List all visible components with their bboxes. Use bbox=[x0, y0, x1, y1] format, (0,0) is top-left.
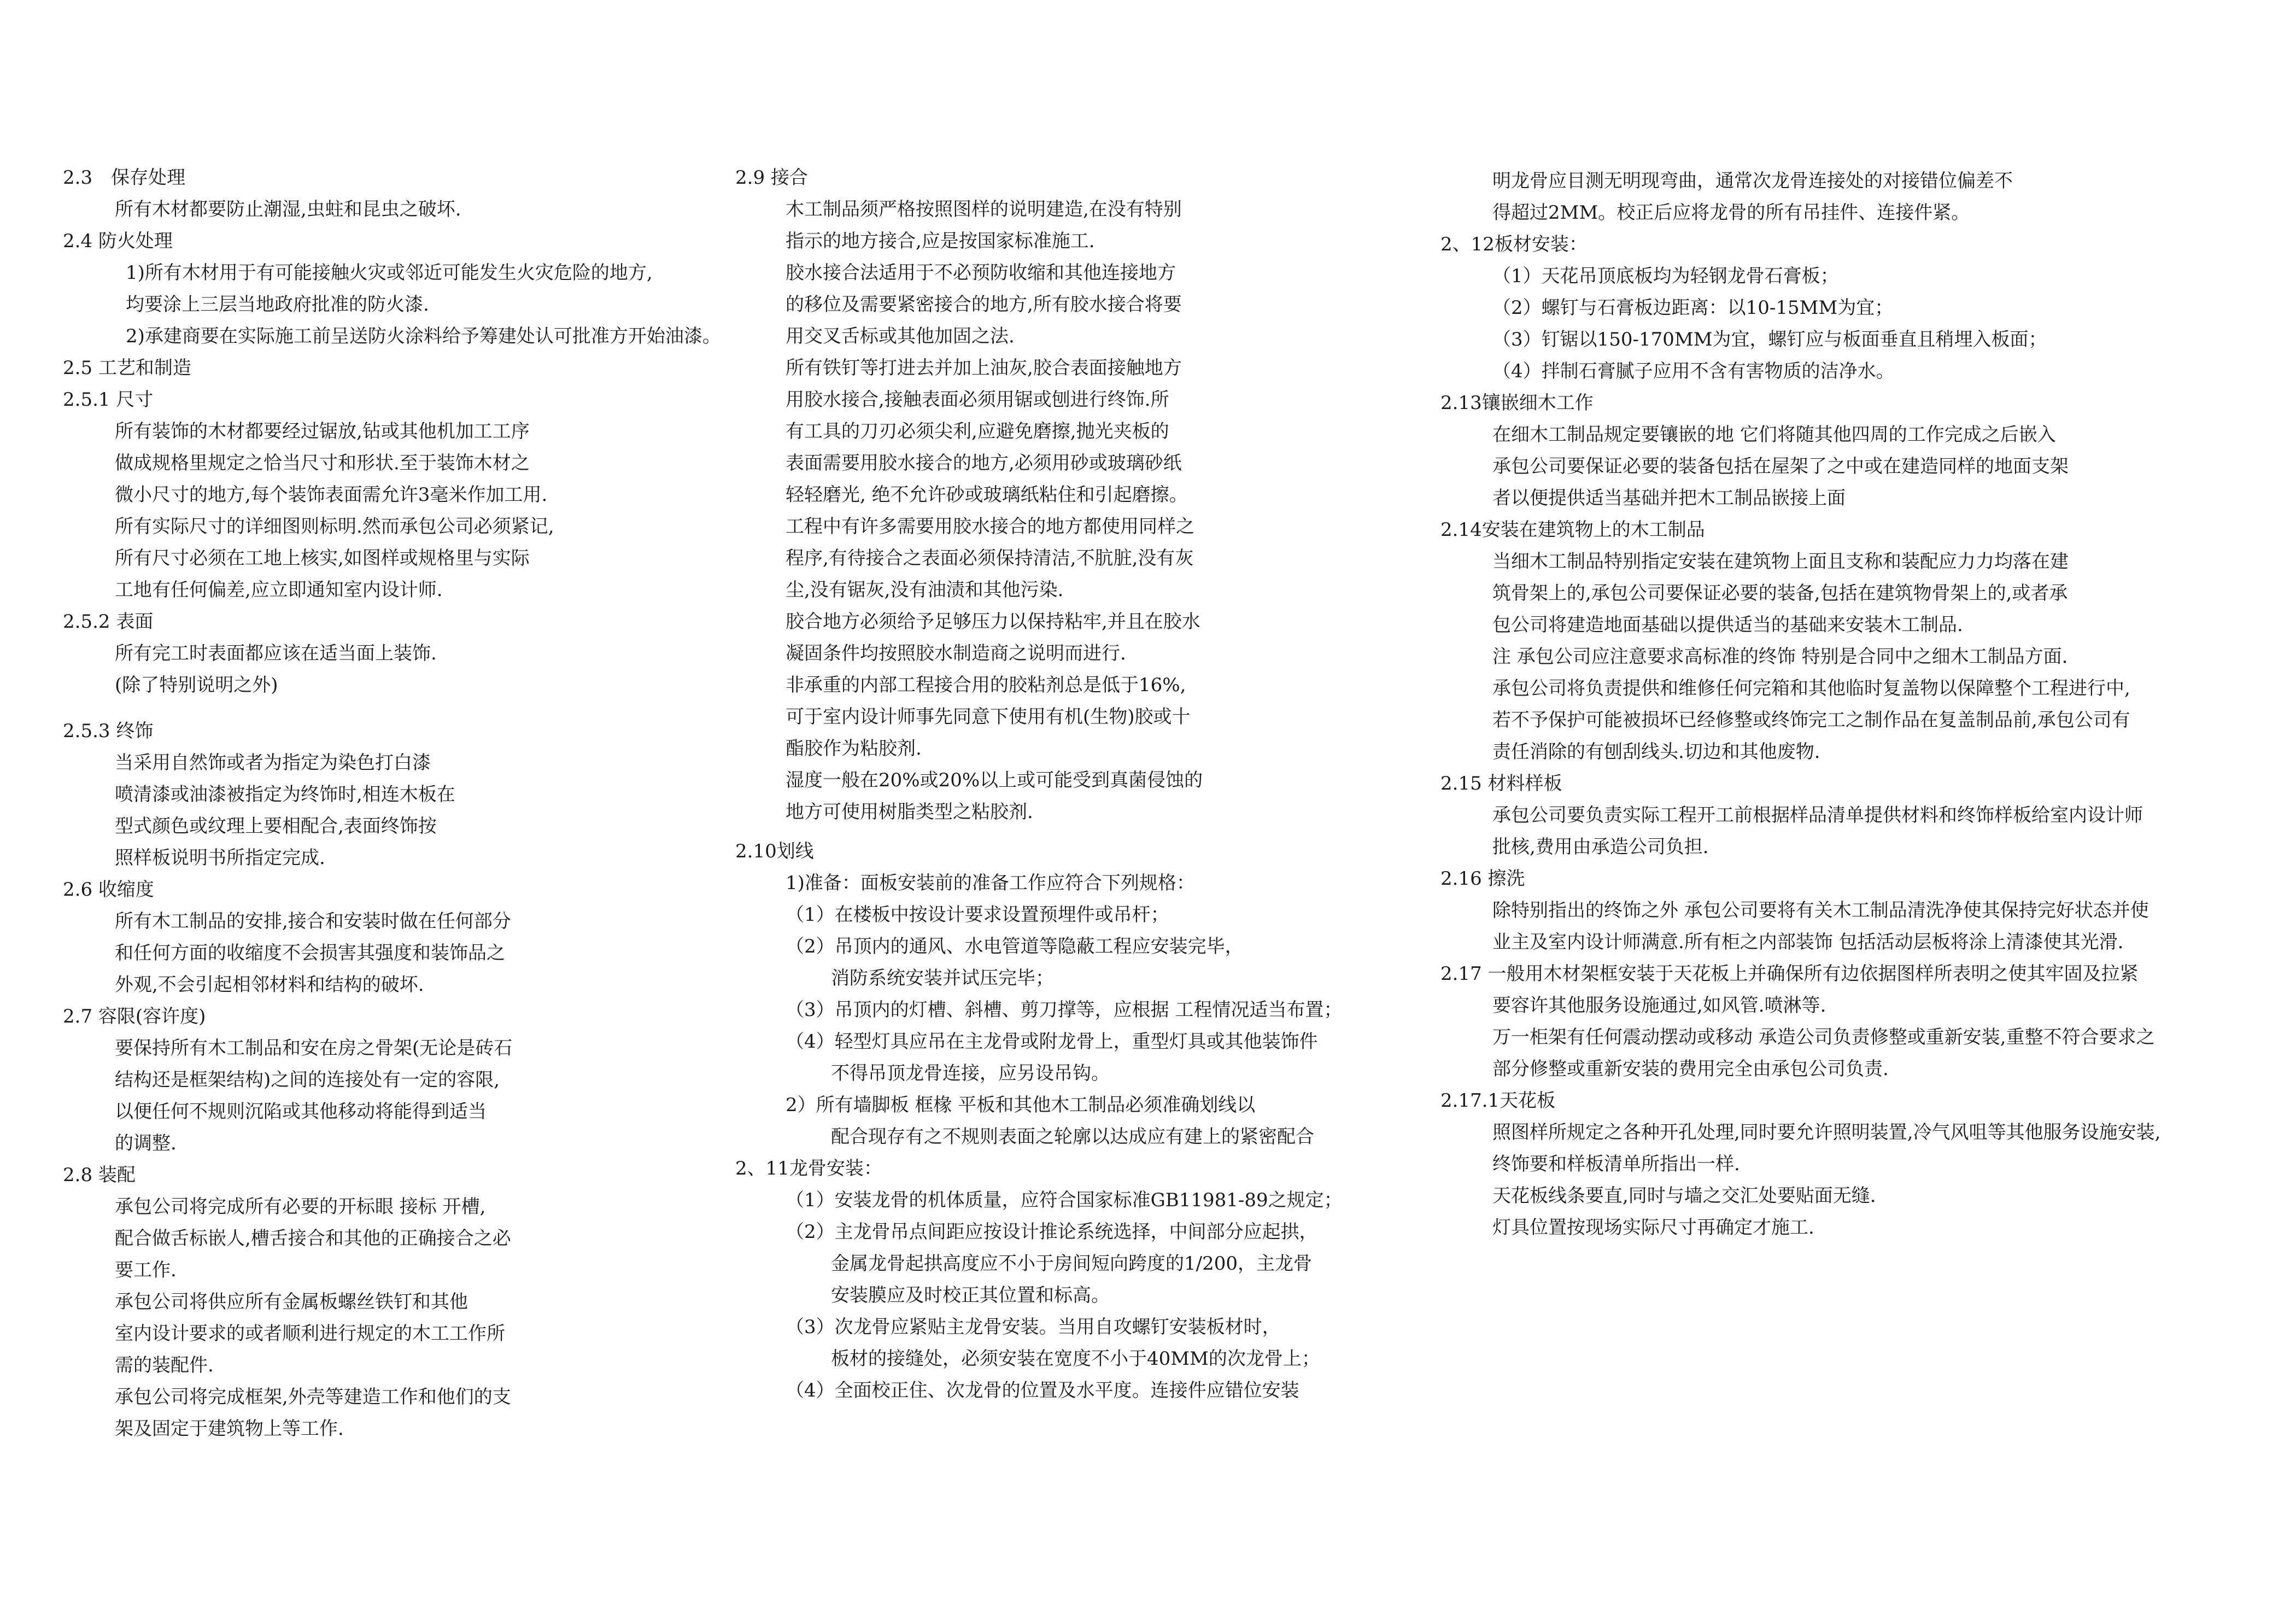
spec-text-line: 灯具位置按现场实际尺寸再确定才施工. bbox=[1492, 1217, 1814, 1239]
spec-text-line: 承包公司将完成框架,外壳等建造工作和他们的支 bbox=[115, 1386, 511, 1408]
spec-text-line: 型式颜色或纹理上要相配合,表面终饰按 bbox=[115, 815, 437, 837]
spec-text-line: 1)所有木材用于有可能接触火灾或邻近可能发生火灾危险的地方, bbox=[126, 262, 653, 284]
spec-text-line: (除了特别说明之外) bbox=[115, 674, 278, 696]
spec-text-line: 者以便提供适当基础并把木工制品嵌接上面 bbox=[1492, 487, 1846, 509]
spec-text-line: 所有铁钉等打进去并加上油灰,胶合表面接触地方 bbox=[786, 357, 1182, 379]
spec-text-line: 安装膜应及时校正其位置和标高。 bbox=[831, 1284, 1110, 1306]
spec-text-line: 的调整. bbox=[115, 1132, 177, 1154]
spec-text-line: 配合现存有之不规则表面之轮廓以达成应有建上的紧密配合 bbox=[831, 1126, 1314, 1148]
spec-text-line: （4）全面校正住、次龙骨的位置及水平度。连接件应错位安装 bbox=[786, 1380, 1299, 1401]
section-heading: 2.3 保存处理 bbox=[63, 167, 186, 189]
spec-text-line: 金属龙骨起拱高度应不小于房间短向跨度的1/200，主龙骨 bbox=[831, 1253, 1312, 1275]
spec-text-line: （1）在楼板中按设计要求设置预埋件或吊杆； bbox=[786, 904, 1169, 926]
spec-text-line: 万一柜架有任何震动摆动或移动 承造公司负责修整或重新安装,重整不符合要求之 bbox=[1492, 1026, 2155, 1048]
spec-text-line: 承包公司将供应所有金属板螺丝铁钉和其他 bbox=[115, 1291, 468, 1313]
spec-text-line: 可于室内设计师事先同意下使用有机(生物)胶或十 bbox=[786, 706, 1191, 728]
spacer bbox=[63, 701, 746, 715]
spec-text-line: 胶合地方必须给予足够压力以保持粘牢,并且在胶水 bbox=[786, 611, 1200, 633]
section-heading: 2.16 擦洗 bbox=[1440, 868, 1525, 890]
section-heading: 2.9 接合 bbox=[735, 167, 808, 189]
spec-text-line: 指示的地方接合,应是按国家标准施工. bbox=[786, 230, 1095, 252]
section-heading: 2.7 容限(容许度) bbox=[63, 1006, 206, 1027]
spec-text-line: 照样板说明书所指定完成. bbox=[115, 847, 325, 869]
spec-text-line: 微小尺寸的地方,每个装饰表面需允许3毫米作加工用. bbox=[115, 484, 548, 506]
spec-text-line: 架及固定于建筑物上等工作. bbox=[115, 1418, 344, 1440]
spec-text-line: 均要涂上三层当地政府批准的防火漆. bbox=[126, 294, 429, 316]
spec-text-line: 轻轻磨光, 绝不允许砂或玻璃纸粘住和引起磨擦。 bbox=[786, 484, 1188, 506]
spec-text-line: 喷清漆或油漆被指定为终饰时,相连木板在 bbox=[115, 784, 455, 805]
section-heading: 2、12板材安装： bbox=[1440, 233, 1588, 255]
spec-text-line: （2）螺钉与石膏板边距离：以10-15MM为宜； bbox=[1492, 297, 1894, 319]
spec-text-line: 2)承建商要在实际施工前呈送防火涂料给予筹建处认可批准方开始油漆。 bbox=[126, 325, 721, 347]
section-heading: 2.6 收缩度 bbox=[63, 879, 154, 901]
spec-text-line: 批核,费用由承造公司负担. bbox=[1492, 836, 1709, 858]
spec-text-line: 终饰要和样板清单所指出一样. bbox=[1492, 1153, 1740, 1175]
section-heading: 2.10划线 bbox=[735, 840, 814, 862]
spec-text-line: 筑骨架上的,承包公司要保证必要的装备,包括在建筑物骨架上的,或者承 bbox=[1492, 582, 2068, 604]
spec-text-line: （2）吊顶内的通风、水电管道等隐蔽工程应安装完毕， bbox=[786, 936, 1244, 957]
spec-text-line: 所有装饰的木材都要经过锯放,钻或其他机加工工序 bbox=[115, 420, 530, 442]
spec-text-line: 在细木工制品规定要镶嵌的地 它们将随其他四周的工作完成之后嵌入 bbox=[1492, 424, 2056, 446]
spec-text-line: 工地有任何偏差,应立即通知室内设计师. bbox=[115, 579, 443, 601]
section-heading: 2.5.3 终饰 bbox=[63, 720, 154, 742]
spec-text-line: （2）主龙骨吊点间距应按设计推论系统选择，中间部分应起拱， bbox=[786, 1221, 1318, 1243]
spec-text-line: 所有尺寸必须在工地上核实,如图样或规格里与实际 bbox=[115, 547, 530, 569]
spec-text-line: 部分修整或重新安装的费用完全由承包公司负责. bbox=[1492, 1058, 1889, 1080]
spec-text-line: 用交叉舌标或其他加固之法. bbox=[786, 325, 1015, 347]
section-heading: 2.5.1 尺寸 bbox=[63, 389, 154, 411]
spec-text-line: 所有实际尺寸的详细图则标明.然而承包公司必须紧记, bbox=[115, 516, 554, 538]
spec-text-line: （4）轻型灯具应吊在主龙骨或附龙骨上，重型灯具或其他装饰件 bbox=[786, 1031, 1318, 1053]
spec-text-line: （3）吊顶内的灯槽、斜槽、剪刀撑等，应根据 工程情况适当布置； bbox=[786, 999, 1343, 1021]
spec-text-line: 消防系统安装并试压完毕； bbox=[831, 967, 1054, 989]
spec-text-line: （1）安装龙骨的机体质量，应符合国家标准GB11981-89之规定； bbox=[786, 1189, 1343, 1211]
spec-text-line: 承包公司将负责提供和维修任何完箱和其他临时复盖物以保障整个工程进行中, bbox=[1492, 677, 2130, 699]
spec-text-line: 当采用自然饰或者为指定为染色打白漆 bbox=[115, 752, 431, 774]
spec-text-line: （4）拌制石膏腻子应用不含有害物质的洁净水。 bbox=[1492, 360, 1895, 382]
spec-column-middle bbox=[735, 162, 1435, 1406]
spec-text-line: 2）所有墙脚板 框椽 平板和其他木工制品必须准确划线以 bbox=[786, 1094, 1256, 1116]
spec-text-line: 1)准备：面板安装前的准备工作应符合下列规格： bbox=[786, 872, 1195, 894]
spec-text-line: 木工制品须严格按照图样的说明建造,在没有特别 bbox=[786, 198, 1182, 220]
spec-text-line: 程序,有待接合之表面必须保持清洁,不肮脏,没有灰 bbox=[786, 547, 1194, 569]
section-heading: 2.5.2 表面 bbox=[63, 611, 154, 633]
spec-text-line: 的移位及需要紧密接合的地方,所有胶水接合将要 bbox=[786, 294, 1182, 316]
spec-text-line: 要容许其他服务设施通过,如风管.喷淋等. bbox=[1492, 995, 1826, 1017]
spec-text-line: 非承重的内部工程接合用的胶粘剂总是低于16%, bbox=[786, 674, 1186, 696]
spec-text-line: 得超过2MM。校正后应将龙骨的所有吊挂件、连接件紧。 bbox=[1492, 202, 1970, 224]
spec-column-left bbox=[63, 162, 746, 1445]
spec-text-line: 凝固条件均按照胶水制造商之说明而进行. bbox=[786, 642, 1126, 664]
spec-text-line: 结构还是框架结构)之间的连接处有一定的容限, bbox=[115, 1069, 500, 1091]
spec-text-line: 所有完工时表面都应该在适当面上装饰. bbox=[115, 642, 437, 664]
spec-text-line: 包公司将建造地面基础以提供适当的基础来安装木工制品. bbox=[1492, 614, 1963, 636]
spec-text-line: 胶水接合法适用于不必预防收缩和其他连接地方 bbox=[786, 262, 1176, 284]
section-heading: 2.15 材料样板 bbox=[1440, 773, 1562, 795]
spec-text-line: （1）天花吊顶底板均为轻钢龙骨石膏板； bbox=[1492, 265, 1839, 287]
spec-text-line: 板材的接缝处，必须安装在宽度不小于40MM的次龙骨上； bbox=[831, 1348, 1320, 1370]
spec-text-line: 室内设计要求的或者顺利进行规定的木工工作所 bbox=[115, 1323, 505, 1345]
spec-text-line: 若不予保护可能被损坏已经修整或终饰完工之制作品在复盖制品前,承包公司有 bbox=[1492, 709, 2130, 731]
spec-text-line: 外观,不会引起相邻材料和结构的破坏. bbox=[115, 974, 424, 996]
spec-text-line: 承包公司将完成所有必要的开标眼 接标 开槽, bbox=[115, 1196, 486, 1218]
spacer bbox=[735, 828, 1435, 836]
spec-text-line: 和任何方面的收缩度不会损害其强度和装饰品之 bbox=[115, 942, 505, 964]
spec-text-line: （3）钉锯以150-170MM为宜，螺钉应与板面垂直且稍埋入板面； bbox=[1492, 329, 2047, 350]
spec-text-line: 除特别指出的终饰之外 承包公司要将有关木工制品清洗净使其保持完好状态并使 bbox=[1492, 899, 2149, 921]
section-heading: 2、11龙骨安装： bbox=[735, 1158, 882, 1179]
section-heading: 2.8 装配 bbox=[63, 1164, 136, 1186]
spec-text-line: 工程中有许多需要用胶水接合的地方都使用同样之 bbox=[786, 516, 1194, 538]
spec-text-line: 不得吊顶龙骨连接，应另设吊钩。 bbox=[831, 1062, 1110, 1084]
section-heading: 2.14安装在建筑物上的木工制品 bbox=[1440, 519, 1705, 541]
spec-text-line: （3）次龙骨应紧贴主龙骨安装。当用自攻螺钉安装板材时， bbox=[786, 1316, 1281, 1338]
spec-text-line: 要保持所有木工制品和安在房之骨架(无论是砖石 bbox=[115, 1037, 513, 1059]
spec-text-line: 地方可使用树脂类型之粘胶剂. bbox=[786, 801, 1033, 823]
spec-text-line: 需的装配件. bbox=[115, 1354, 214, 1376]
spec-text-line: 做成规格里规定之恰当尺寸和形状.至于装饰木材之 bbox=[115, 452, 530, 474]
spec-text-line: 所有木材都要防止潮湿,虫蛀和昆虫之破坏. bbox=[115, 198, 461, 220]
spec-text-line: 明龙骨应目测无明现弯曲，通常次龙骨连接处的对接错位偏差不 bbox=[1492, 170, 2013, 192]
spec-text-line: 所有木工制品的安排,接合和安装时做在任何部分 bbox=[115, 910, 511, 932]
spec-text-line: 尘,没有锯灰,没有油渍和其他污染. bbox=[786, 579, 1064, 601]
section-heading: 2.4 防火处理 bbox=[63, 230, 173, 252]
spec-text-line: 注 承包公司应注意要求高标准的终饰 特别是合同中之细木工制品方面. bbox=[1492, 646, 2068, 668]
spec-text-line: 当细木工制品特别指定安装在建筑物上面且支称和装配应力力均落在建 bbox=[1492, 551, 2069, 573]
spec-text-line: 以便任何不规则沉陷或其他移动将能得到适当 bbox=[115, 1101, 487, 1123]
spec-text-line: 照图样所规定之各种开孔处理,同时要允许照明装置,冷气风咀等其他服务设施安装, bbox=[1492, 1121, 2161, 1143]
spec-text-line: 酯胶作为粘胶剂. bbox=[786, 738, 922, 760]
spec-text-line: 要工作. bbox=[115, 1259, 177, 1281]
section-heading: 2.17 一般用木材架框安装于天花板上并确保所有边依据图样所表明之使其牢固及拉紧 bbox=[1440, 963, 2139, 985]
section-heading: 2.13镶嵌细木工作 bbox=[1440, 392, 1594, 414]
spec-text-line: 配合做舌标嵌人,槽舌接合和其他的正确接合之必 bbox=[115, 1228, 511, 1249]
spec-text-line: 承包公司要负责实际工程开工前根据样品清单提供材料和终饰样板给室内设计师 bbox=[1492, 804, 2143, 826]
spec-text-line: 表面需要用胶水接合的地方,必须用砂或玻璃砂纸 bbox=[786, 452, 1182, 474]
spec-text-line: 业主及室内设计师满意.所有柜之内部装饰 包括活动层板将涂上清漆使其光滑. bbox=[1492, 931, 2124, 953]
section-heading: 2.5 工艺和制造 bbox=[63, 357, 191, 379]
spec-text-line: 承包公司要保证必要的装备包括在屋架了之中或在建造同样的地面支架 bbox=[1492, 455, 2069, 477]
spec-text-line: 责任消除的有刨刮线头.切边和其他废物. bbox=[1492, 741, 1820, 763]
spec-text-line: 用胶水接合,接触表面必须用锯或刨进行终饰.所 bbox=[786, 389, 1169, 411]
spec-text-line: 天花板线条要直,同时与墙之交汇处要贴面无缝. bbox=[1492, 1185, 1876, 1207]
spec-column-right bbox=[1440, 165, 2282, 1243]
spec-text-line: 湿度一般在20%或20%以上或可能受到真菌侵蚀的 bbox=[786, 769, 1203, 791]
section-heading: 2.17.1天花板 bbox=[1440, 1090, 1556, 1112]
spec-text-line: 有工具的刀刃必须尖利,应避免磨擦,抛光夹板的 bbox=[786, 420, 1169, 442]
